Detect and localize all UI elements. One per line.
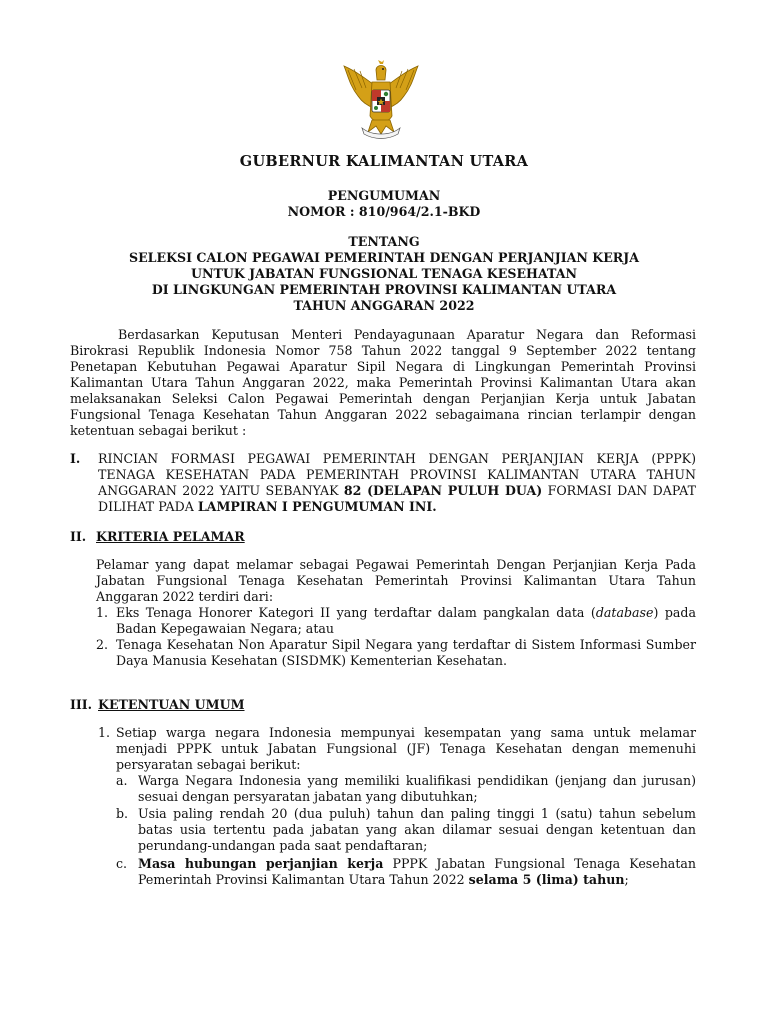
announcement-number: NOMOR : 810/964/2.1-BKD (287, 204, 481, 219)
sub-item-c-text: PPPK Jabatan Fungsional Tenaga Kesehatan Pemerintah Provinsi Kalimantan Utara Tahun 2022 (138, 856, 696, 887)
sub-item-c-end: ; (624, 872, 629, 887)
criteria-item-2: Tenaga Kesehatan Non Aparatur Sipil Negara yang terdaftar di Sistem Informasi Sumber Daya Manusia Kesehatan (SISDMK) Kementerian Kesehatan. (116, 637, 696, 668)
sub-item-c (138, 856, 696, 888)
section-1-number: I. (70, 451, 81, 466)
section-2-number: II. (70, 529, 87, 544)
section-2-title: KRITERIA PELAMAR (96, 529, 245, 544)
criteria-item-1-number: 1. (96, 605, 109, 620)
sub-item-b-letter: b. (116, 806, 129, 821)
criteria-item-1 (116, 605, 696, 637)
title-line-3: DI LINGKUNGAN PEMERINTAH PROVINSI KALIMANTAN UTARA (151, 282, 617, 297)
section-2-paragraph: Pelamar yang dapat melamar sebagai Pegawai Pemerintah Dengan Perjanjian Kerja Pada Jabatan Fungsional Tenaga Kesehatan Pemerintah Provinsi Kalimantan Utara Tahun Anggaran 2022 terdiri dari: (96, 557, 696, 604)
announcement-label: PENGUMUMAN (327, 188, 441, 203)
title-line-1: SELEKSI CALON PEGAWAI PEMERINTAH DENGAN PERJANJIAN KERJA (128, 250, 640, 265)
intro-paragraph: Berdasarkan Keputusan Menteri Pendayagunaan Aparatur Negara dan Reformasi Birokrasi Republik Indonesia Nomor 758 Tahun 2022 tanggal 9 September 2022 tentang Penetapan Kebutuhan Pegawai Aparatur Sipil Negara di Lingkungan Pemerintah Provinsi Kalimantan Utara Tahun Anggaran 2022, maka Pemerintah Provinsi Kalimantan Utara akan melaksanakan Seleksi Calon Pegawai Pemerintah dengan Perjanjian Kerja untuk Jabatan Fungsional Tenaga Kesehatan Tahun Anggaran 2022 sebagaimana rincian terlampir dengan ketentuan sebagai berikut : (70, 327, 696, 438)
garuda-pancasila-emblem (336, 60, 426, 142)
criteria-item-1-italic: database (595, 605, 654, 620)
section-3-number: III. (70, 697, 93, 712)
attachment-reference: LAMPIRAN I PENGUMUMAN INI. (197, 499, 437, 514)
sub-item-a-letter: a. (116, 773, 128, 788)
general-item-1-number: 1. (98, 725, 111, 740)
contract-period-label: Masa hubungan perjanjian kerja (138, 856, 384, 871)
sub-item-c-letter: c. (116, 856, 128, 871)
criteria-item-2-number: 2. (96, 637, 109, 652)
sub-item-b: Usia paling rendah 20 (dua puluh) tahun dan paling tinggi 1 (satu) tahun sebelum batas usia tertentu pada jabatan yang akan dilamar sesuai dengan ketentuan dan perundang-undangan pada saat pendaftaran; (138, 806, 696, 853)
section-1-text-a: RINCIAN FORMASI PEGAWAI PEMERINTAH DENGAN PERJANJIAN KERJA (PPPK) TENAGA KESEHATAN PADA PEMERINTAH PROVINSI KALIMANTAN UTARA TAHUN ANGGARAN 2022 YAITU SEBANYAK (98, 451, 696, 498)
section-1-text-b: FORMASI DAN DAPAT DILIHAT PADA (98, 483, 696, 514)
governor-heading: GUBERNUR KALIMANTAN UTARA (239, 153, 529, 170)
formation-count: 82 (DELAPAN PULUH DUA) (343, 483, 543, 498)
contract-duration: selama 5 (lima) tahun (468, 872, 625, 887)
section-3-title: KETENTUAN UMUM (98, 697, 245, 712)
title-line-2: UNTUK JABATAN FUNGSIONAL TENAGA KESEHATAN (190, 266, 577, 281)
about-label: TENTANG (348, 234, 420, 249)
sub-item-a: Warga Negara Indonesia yang memiliki kualifikasi pendidikan (jenjang dan jurusan) sesuai dengan persyaratan jabatan yang dibutuhkan; (138, 773, 696, 804)
criteria-item-1-text-b: ) pada Badan Kepegawaian Negara; atau (116, 605, 696, 636)
title-line-4: TAHUN ANGGARAN 2022 (293, 298, 475, 313)
section-1-text (98, 451, 696, 515)
general-item-1: Setiap warga negara Indonesia mempunyai kesempatan yang sama untuk melamar menjadi PPPK untuk Jabatan Fungsional (JF) Tenaga Kesehatan dengan memenuhi persyaratan sebagai berikut: (116, 725, 696, 772)
criteria-item-1-text-a: Eks Tenaga Honorer Kategori II yang terdaftar dalam pangkalan data ( (116, 605, 596, 620)
